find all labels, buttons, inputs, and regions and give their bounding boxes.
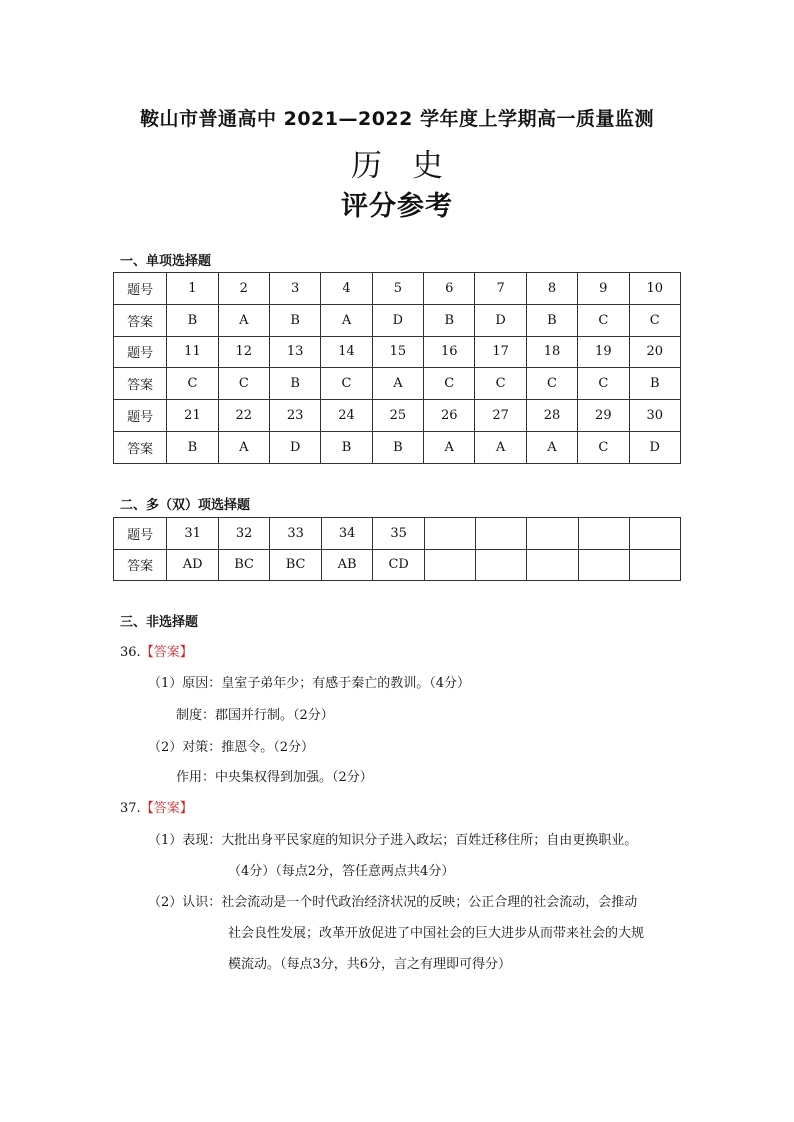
row-header-cell: 答案 xyxy=(114,304,167,336)
question-37-number: 37. xyxy=(120,801,141,816)
table-cell: B xyxy=(424,304,475,336)
row-header-cell: 题号 xyxy=(114,518,167,550)
table-cell: B xyxy=(526,304,577,336)
table-cell: 34 xyxy=(321,518,373,550)
row-header-cell: 答案 xyxy=(114,549,167,581)
table-cell xyxy=(424,518,475,550)
question-37-label xyxy=(120,797,193,816)
table-cell: B xyxy=(321,431,372,463)
table-cell: 15 xyxy=(372,336,423,368)
q37-line-4: 社会良性发展；改革开放促进了中国社会的巨大进步从而带来社会的大规 xyxy=(228,926,645,941)
table-cell: A xyxy=(218,431,269,463)
table-cell: 12 xyxy=(218,336,269,368)
table-cell: A xyxy=(321,304,372,336)
table-cell: 33 xyxy=(270,518,322,550)
table-cell: CD xyxy=(373,549,425,581)
table-cell: 21 xyxy=(167,400,218,432)
table-cell: C xyxy=(475,368,526,400)
table-cell: B xyxy=(269,368,320,400)
table-row xyxy=(114,518,681,550)
question-36-answer-tag: 【答案】 xyxy=(140,645,193,660)
table-cell: C xyxy=(578,431,629,463)
table-cell: 20 xyxy=(629,336,681,368)
document-title: 鞍山市普通高中 2021—2022 学年度上学期高一质量监测 xyxy=(140,108,654,130)
table-cell: 1 xyxy=(167,273,218,305)
table-cell: B xyxy=(372,431,423,463)
table-cell: 25 xyxy=(372,400,423,432)
section1-heading: 一、单项选择题 xyxy=(120,254,212,269)
row-header-cell: 题号 xyxy=(114,400,167,432)
table-cell: C xyxy=(218,368,269,400)
table-cell: 27 xyxy=(475,400,526,432)
table-cell: B xyxy=(167,431,218,463)
table-cell xyxy=(476,518,527,550)
multi-choice-table xyxy=(113,517,681,581)
table-cell: BC xyxy=(270,549,322,581)
table-cell xyxy=(527,549,578,581)
table-cell: 10 xyxy=(629,273,681,305)
table-cell: 28 xyxy=(526,400,577,432)
table-cell: 35 xyxy=(373,518,425,550)
table-cell: B xyxy=(167,304,218,336)
table-cell: 24 xyxy=(321,400,372,432)
table-cell: 19 xyxy=(578,336,629,368)
table-cell: C xyxy=(167,368,218,400)
table-cell: D xyxy=(269,431,320,463)
table-cell: 16 xyxy=(424,336,475,368)
section2-heading: 二、多（双）项选择题 xyxy=(120,498,251,513)
question-36-number: 36. xyxy=(120,645,141,660)
table-cell: 31 xyxy=(167,518,219,550)
table-cell: 3 xyxy=(269,273,320,305)
table-cell: 7 xyxy=(475,273,526,305)
table-cell: 2 xyxy=(218,273,269,305)
q36-line-3: （2）对策：推恩令。（2分） xyxy=(148,740,315,755)
table-cell: A xyxy=(424,431,475,463)
row-header-cell: 题号 xyxy=(114,336,167,368)
table-cell xyxy=(527,518,578,550)
table-cell xyxy=(629,549,680,581)
table-cell: 29 xyxy=(578,400,629,432)
table-row xyxy=(114,549,681,581)
table-cell: 5 xyxy=(372,273,423,305)
row-header-cell: 题号 xyxy=(114,273,167,305)
subject-title: 历史 xyxy=(351,148,473,184)
reference-title: 评分参考 xyxy=(341,191,453,222)
table-cell: BC xyxy=(218,549,270,581)
table-cell: 9 xyxy=(578,273,629,305)
table-cell: 11 xyxy=(167,336,218,368)
section3-heading: 三、非选择题 xyxy=(120,615,199,630)
table-cell: B xyxy=(269,304,320,336)
table-cell: A xyxy=(526,431,577,463)
table-cell: C xyxy=(321,368,372,400)
q37-line-2: （4分）（每点2分，答任意两点共4分） xyxy=(228,864,455,879)
table-cell: C xyxy=(424,368,475,400)
table-cell: B xyxy=(629,368,681,400)
table-cell: C xyxy=(526,368,577,400)
table-row xyxy=(114,431,681,463)
q37-line-1: （1）表现：大批出身平民家庭的知识分子进入政坛；百姓迁移住所；自由更换职业。 xyxy=(148,833,638,848)
table-cell: 18 xyxy=(526,336,577,368)
table-cell: C xyxy=(578,304,629,336)
table-cell: AB xyxy=(321,549,373,581)
table-cell: 30 xyxy=(629,400,681,432)
question-36-label xyxy=(120,641,193,660)
table-cell: D xyxy=(629,431,681,463)
table-cell: C xyxy=(578,368,629,400)
table-row xyxy=(114,273,681,305)
q37-line-5: 模流动。（每点3分，共6分，言之有理即可得分） xyxy=(228,957,512,972)
table-cell xyxy=(629,518,680,550)
q36-line-2: 制度：郡国并行制。（2分） xyxy=(176,708,334,723)
q36-line-4: 作用：中央集权得到加强。（2分） xyxy=(176,770,373,785)
table-cell: A xyxy=(475,431,526,463)
table-cell: 13 xyxy=(269,336,320,368)
table-cell: D xyxy=(475,304,526,336)
table-cell xyxy=(424,549,475,581)
table-cell xyxy=(578,518,629,550)
q37-line-3: （2）认识：社会流动是一个时代政治经济状况的反映；公正合理的社会流动，会推动 xyxy=(148,895,638,910)
table-cell: 22 xyxy=(218,400,269,432)
q36-line-1: （1）原因：皇室子弟年少；有感于秦亡的教训。（4分） xyxy=(148,676,471,691)
table-cell: D xyxy=(372,304,423,336)
table-cell: 14 xyxy=(321,336,372,368)
row-header-cell: 答案 xyxy=(114,431,167,463)
table-row xyxy=(114,336,681,368)
table-cell: A xyxy=(218,304,269,336)
table-cell: 17 xyxy=(475,336,526,368)
question-37-answer-tag: 【答案】 xyxy=(140,801,193,816)
table-cell: A xyxy=(372,368,423,400)
table-cell: 4 xyxy=(321,273,372,305)
table-cell: 6 xyxy=(424,273,475,305)
table-cell: AD xyxy=(167,549,219,581)
row-header-cell: 答案 xyxy=(114,368,167,400)
single-choice-table xyxy=(113,272,681,464)
table-row xyxy=(114,368,681,400)
table-cell: C xyxy=(629,304,681,336)
table-cell: 23 xyxy=(269,400,320,432)
table-cell: 32 xyxy=(218,518,270,550)
table-cell xyxy=(578,549,629,581)
table-row xyxy=(114,304,681,336)
table-cell: 8 xyxy=(526,273,577,305)
table-row xyxy=(114,400,681,432)
table-cell xyxy=(476,549,527,581)
table-cell: 26 xyxy=(424,400,475,432)
